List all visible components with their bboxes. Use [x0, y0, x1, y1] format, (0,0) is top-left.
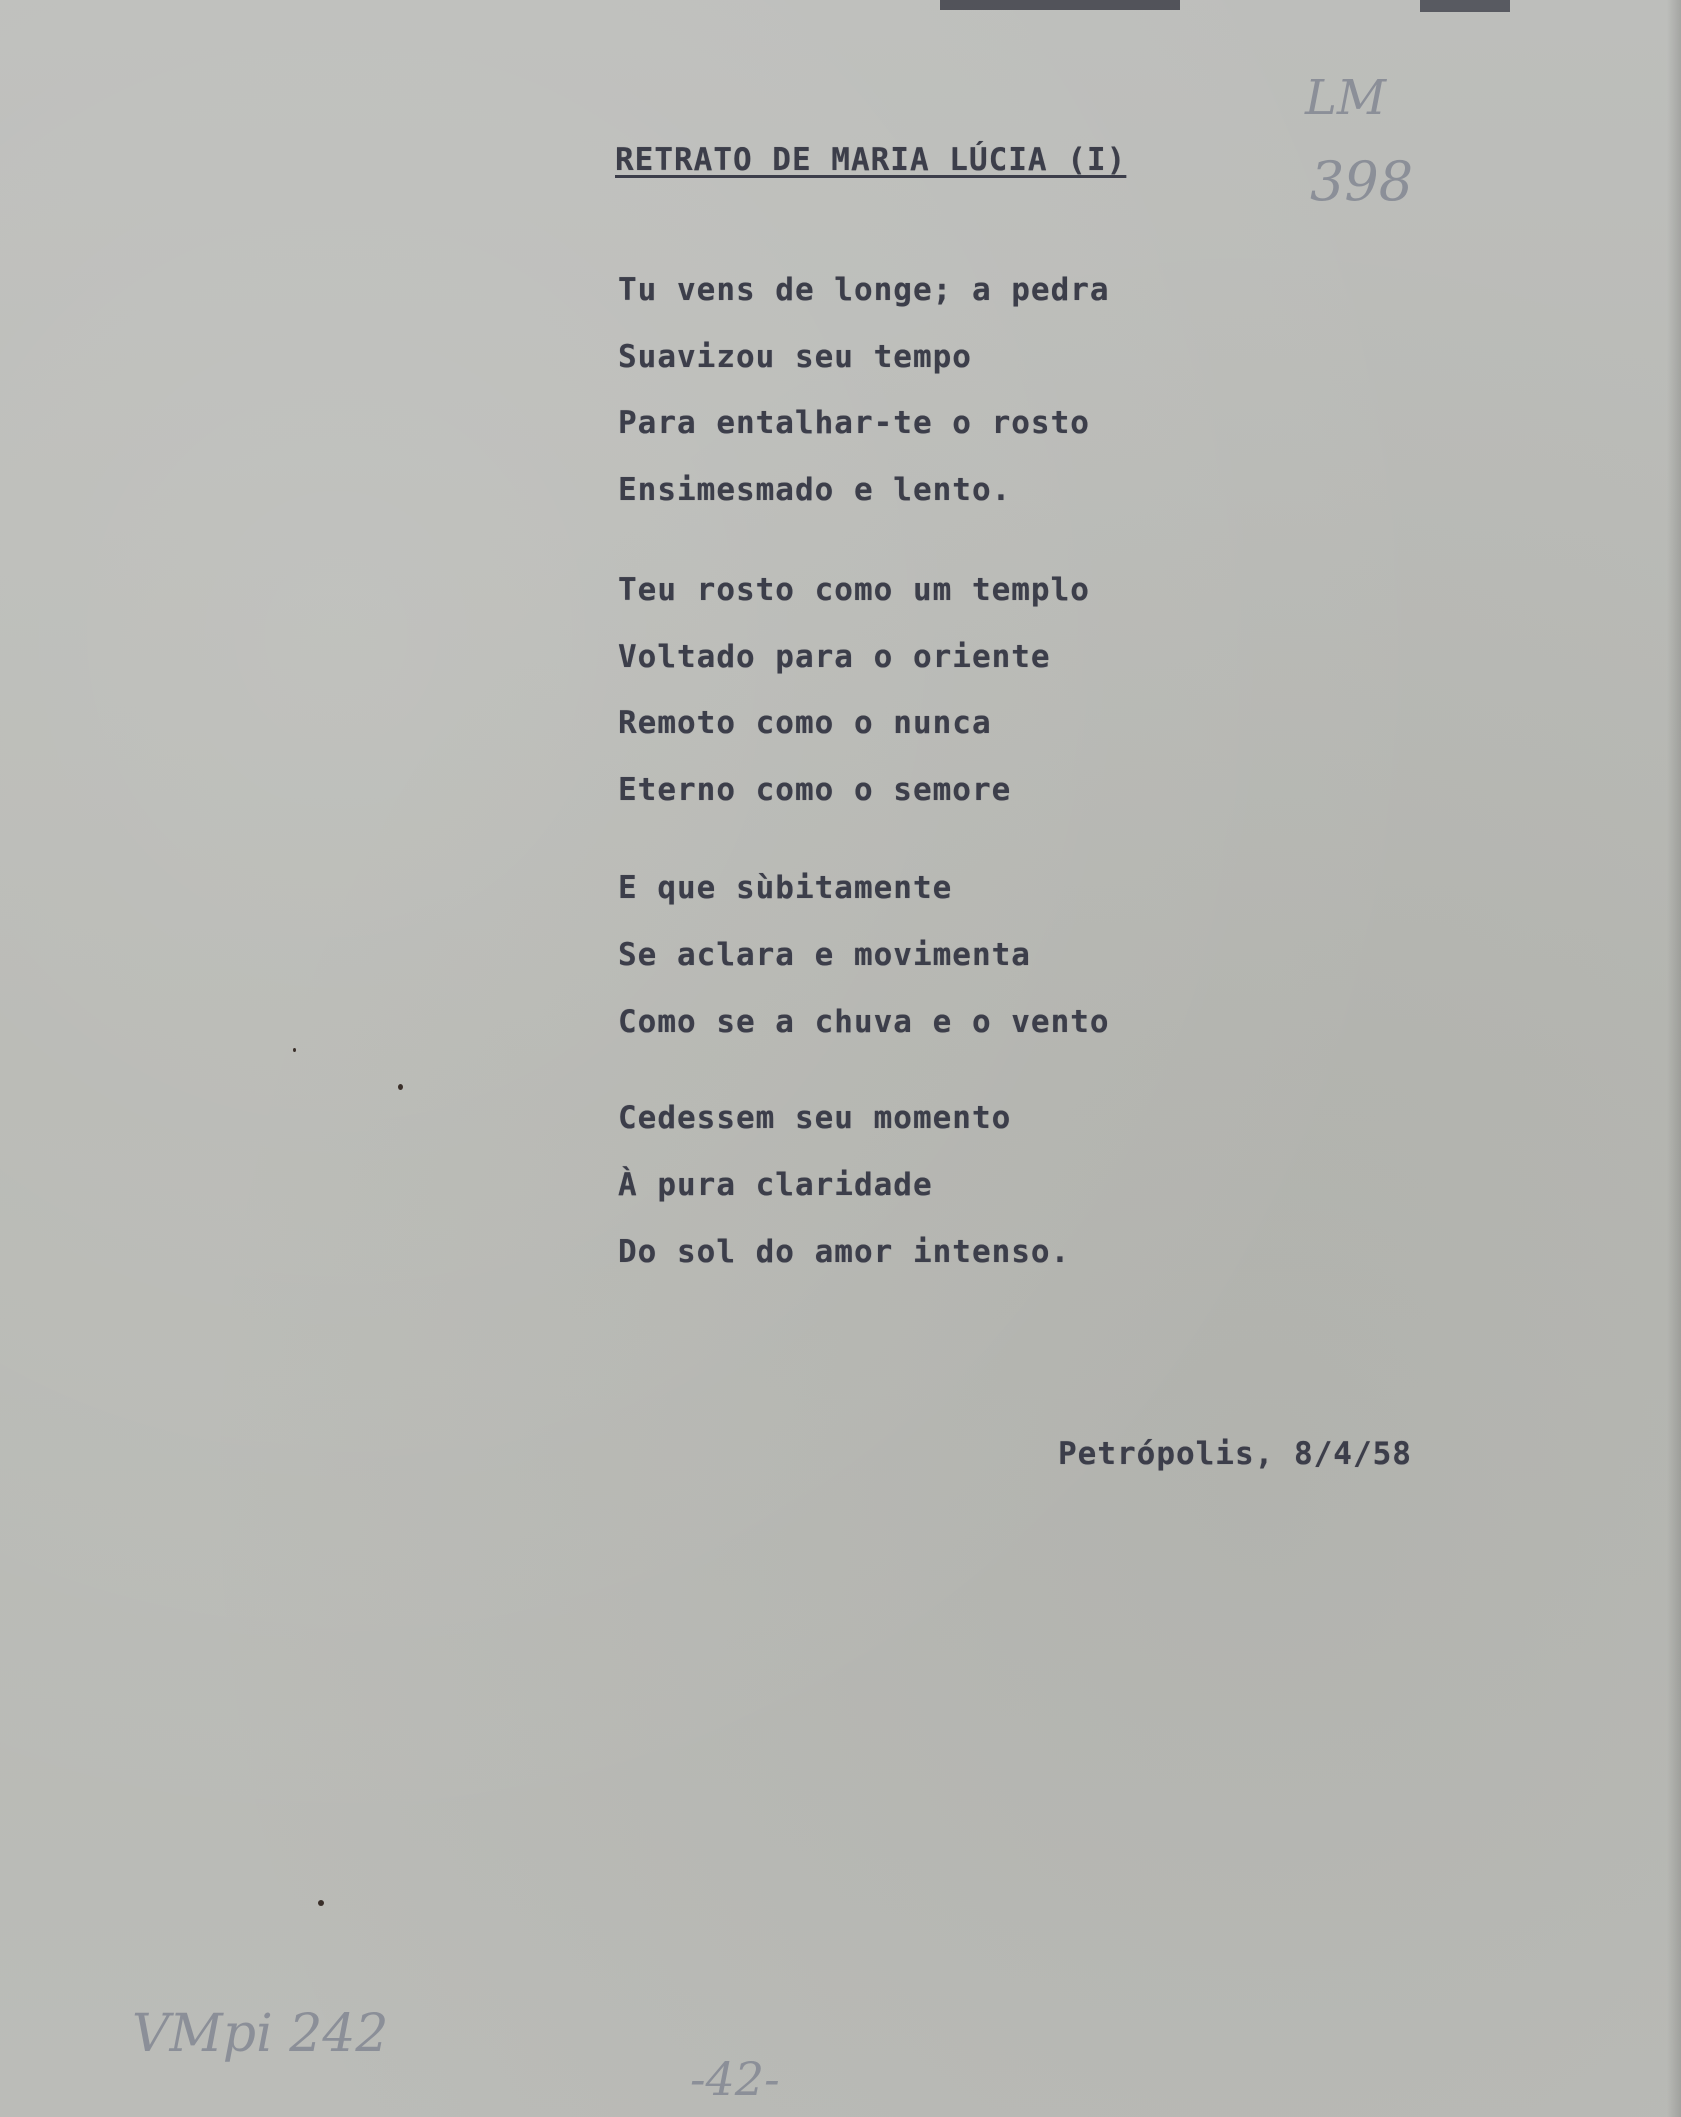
paper-speck [398, 1084, 403, 1090]
poem-line: Cedessem seu momento [618, 1100, 1012, 1136]
poem-line: Eterno como o semore [618, 772, 1012, 808]
pencil-page-number: -42- [690, 2052, 780, 2106]
poem-body [618, 272, 1318, 1292]
poem-line: Remoto como o nunca [618, 705, 992, 741]
poem-line: Como se a chuva e o vento [618, 1004, 1110, 1040]
poem-line: Ensimesmado e lento. [618, 472, 1012, 508]
poem-line: Voltado para o oriente [618, 639, 1051, 675]
pencil-annotation-number: 398 [1310, 150, 1414, 213]
poem-line: Do sol do amor intenso. [618, 1234, 1071, 1270]
poem-line: Tu vens de longe; a pedra [618, 272, 1110, 308]
place-and-date: Petrópolis, 8/4/58 [1058, 1436, 1412, 1472]
poem-line: À pura claridade [618, 1167, 933, 1203]
paper-speck [293, 1048, 296, 1052]
pencil-annotation-lm: LM [1305, 70, 1387, 126]
poem-line: Se aclara e movimenta [618, 937, 1031, 973]
pencil-catalog-note: VMpi 242 [132, 2004, 389, 2064]
top-edge-ink-mark [940, 0, 1180, 10]
paper-edge-shadow [1667, 0, 1681, 2117]
poem-line: E que sùbitamente [618, 870, 953, 906]
poem-line: Para entalhar-te o rosto [618, 405, 1090, 441]
poem-line: Teu rosto como um templo [618, 572, 1090, 608]
top-edge-ink-mark-right [1420, 0, 1510, 12]
poem-line: Suavizou seu tempo [618, 339, 972, 375]
paper-speck [318, 1900, 324, 1906]
poem-title: RETRATO DE MARIA LÚCIA (I) [615, 142, 1127, 178]
